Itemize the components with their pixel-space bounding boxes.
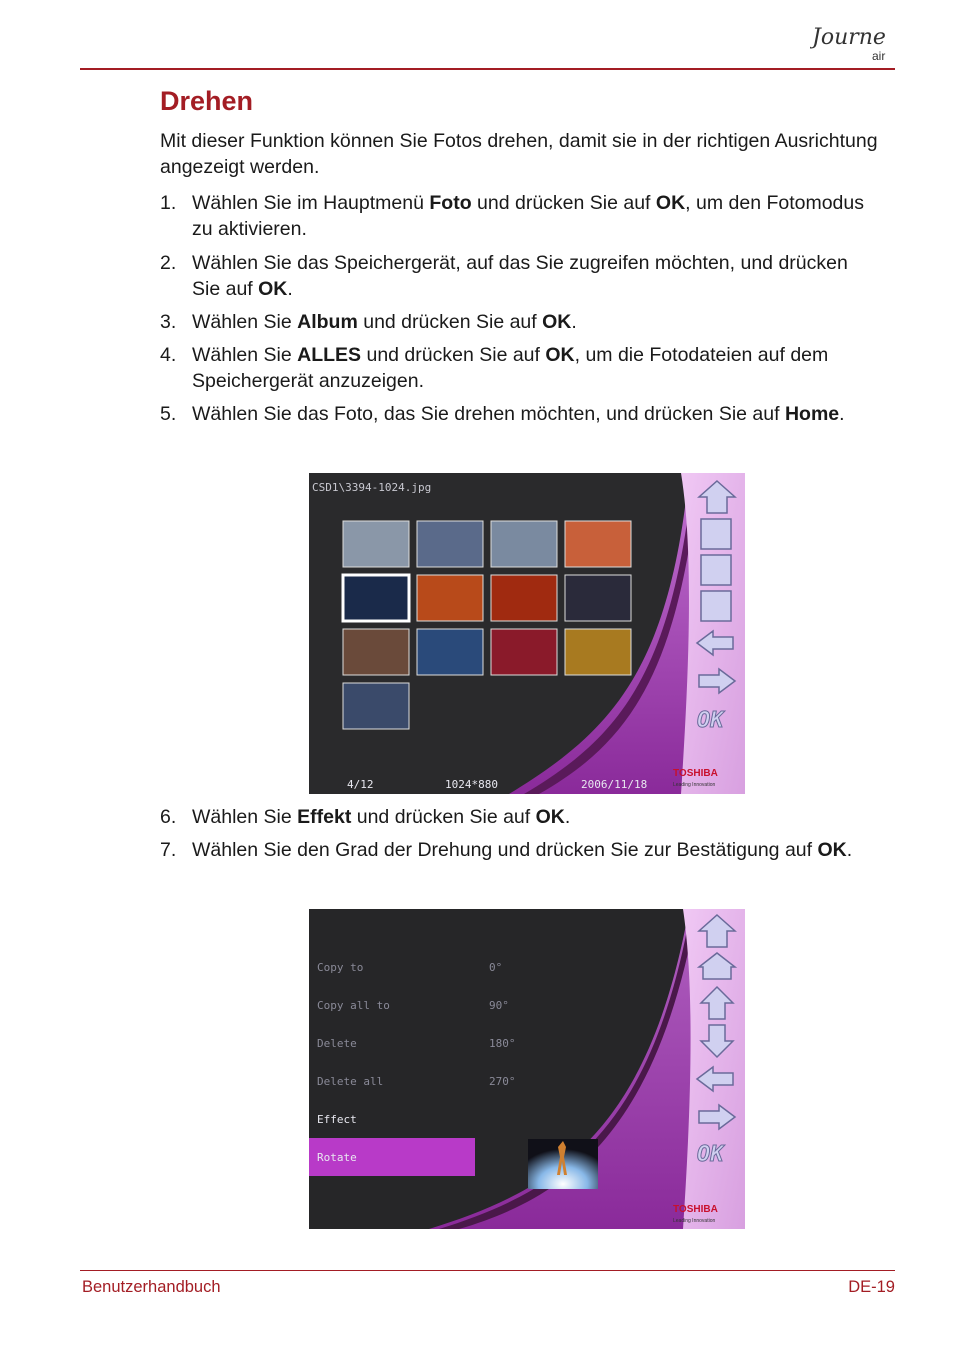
- step-keyword: OK: [655, 192, 686, 214]
- brand-logo: TOSHIBA: [673, 768, 718, 779]
- step-keyword: OK: [817, 839, 847, 861]
- step-text-run: Wählen Sie: [192, 311, 298, 333]
- step-3: [160, 309, 880, 335]
- step-text-run: .: [846, 839, 853, 861]
- photo-resolution: 1024*880: [445, 778, 498, 791]
- step-text-run: und drücken Sie auf: [361, 344, 546, 366]
- menu-item: Rotate: [317, 1151, 357, 1164]
- photo-thumbnail: [343, 521, 409, 567]
- step-number: 4.: [160, 344, 177, 366]
- step-keyword: Foto: [429, 192, 472, 214]
- step-text-run: Wählen Sie im Hauptmenü: [192, 192, 430, 214]
- footer-rule: [80, 1270, 895, 1271]
- step-text-run: .: [287, 278, 293, 300]
- rotate-view-icon: [701, 519, 731, 549]
- photo-thumbnail: [417, 575, 483, 621]
- photo-browser-screenshot: [309, 473, 745, 794]
- step-text-run: , um den Fotomodus zu aktivieren.: [192, 192, 864, 240]
- step-text: [192, 401, 880, 427]
- section-intro: Mit dieser Funktion können Sie Fotos drehen, damit sie in der richtigen Ausrichtung angezeigt werden.: [160, 130, 878, 178]
- step-text-run: .: [564, 806, 571, 828]
- rotate-menu-screenshot: [309, 909, 745, 1229]
- step-6: [160, 804, 880, 830]
- step-text-run: Wählen Sie den Grad der Drehung und drücken Sie zur Bestätigung auf: [192, 839, 818, 861]
- step-text-run: .: [839, 403, 845, 425]
- step-keyword: Home: [784, 403, 840, 425]
- step-text-run: .: [571, 311, 577, 333]
- photo-thumbnail: [491, 629, 557, 675]
- menu-item: Delete: [317, 1037, 357, 1050]
- photo-thumbnail: [417, 521, 483, 567]
- menu-item: Effect: [317, 1113, 357, 1126]
- step-5: [160, 401, 880, 427]
- step-text-run: Wählen Sie das Speichergerät, auf das Sie zugreifen möchten, und drücken Sie auf: [192, 252, 848, 300]
- photo-thumbnail: [491, 575, 557, 621]
- brand-tagline: Leading Innovation: [673, 782, 716, 788]
- photo-thumbnail: [565, 521, 631, 567]
- logo-word: Journe: [812, 25, 886, 50]
- step-keyword: ALLES: [297, 344, 362, 366]
- brand-tagline: Leading Innovation: [673, 1218, 716, 1224]
- menu-item: Copy to: [317, 961, 364, 974]
- step-text-run: , um die Fotodateien auf dem Speichergerät anzuzeigen.: [192, 344, 829, 392]
- ok-icon: OK: [697, 1142, 724, 1167]
- ok-icon: OK: [697, 708, 724, 733]
- step-1: [160, 190, 880, 242]
- step-text: [192, 309, 880, 335]
- zoom-icon: [701, 555, 731, 585]
- brand-logo: TOSHIBA: [673, 1204, 718, 1215]
- photo-thumbnail: [565, 629, 631, 675]
- rotate-option: 90°: [489, 999, 509, 1012]
- file-path: CSD1\3394-1024.jpg: [312, 481, 432, 494]
- rotate-option: 0°: [489, 961, 503, 974]
- step-4: [160, 342, 880, 394]
- logo-sub: air: [872, 49, 886, 63]
- step-text-run: Wählen Sie: [192, 344, 298, 366]
- step-number: 2.: [160, 252, 177, 274]
- step-text: [192, 190, 880, 242]
- journe-air-logo: [810, 14, 894, 66]
- step-keyword: OK: [542, 311, 572, 333]
- step-text: [192, 342, 880, 394]
- step-number: 6.: [160, 806, 177, 828]
- photo-counter: 4/12: [347, 778, 374, 791]
- section-title: Drehen: [160, 86, 254, 116]
- photo-thumbnail: [343, 629, 409, 675]
- step-text-run: Wählen Sie: [192, 806, 298, 828]
- step-number: 1.: [160, 192, 177, 214]
- step-text-run: und drücken Sie auf: [351, 806, 536, 828]
- step-text-run: und drücken Sie auf: [471, 192, 656, 214]
- photo-thumbnail: [565, 575, 631, 621]
- menu-item: Copy all to: [317, 999, 390, 1012]
- step-keyword: Effekt: [297, 806, 352, 828]
- footer-manual-title: Benutzerhandbuch: [82, 1278, 221, 1296]
- selected-thumbnail: [343, 575, 409, 621]
- step-number: 5.: [160, 403, 177, 425]
- rotate-option: 180°: [489, 1037, 516, 1050]
- photo-thumbnail: [417, 629, 483, 675]
- step-keyword: OK: [258, 278, 288, 300]
- step-text-run: und drücken Sie auf: [357, 311, 543, 333]
- header-rule: [80, 68, 895, 70]
- step-text-run: Wählen Sie das Foto, das Sie drehen möchten, und drücken Sie auf: [192, 403, 785, 425]
- menu-item: Delete all: [317, 1075, 384, 1088]
- photo-date: 2006/11/18: [581, 778, 648, 791]
- rotate-option: 270°: [489, 1075, 516, 1088]
- step-keyword: Album: [297, 311, 358, 333]
- step-7: [160, 837, 880, 863]
- step-keyword: OK: [545, 344, 575, 366]
- slideshow-icon: [701, 591, 731, 621]
- photo-thumbnail: [343, 683, 409, 729]
- step-text: [192, 804, 880, 830]
- step-keyword: OK: [535, 806, 565, 828]
- footer-page-number: DE-19: [848, 1278, 895, 1296]
- step-2: [160, 250, 880, 302]
- step-text: [192, 250, 880, 302]
- photo-thumbnail: [491, 521, 557, 567]
- step-text: [192, 837, 880, 863]
- step-number: 7.: [160, 839, 177, 861]
- step-number: 3.: [160, 311, 177, 333]
